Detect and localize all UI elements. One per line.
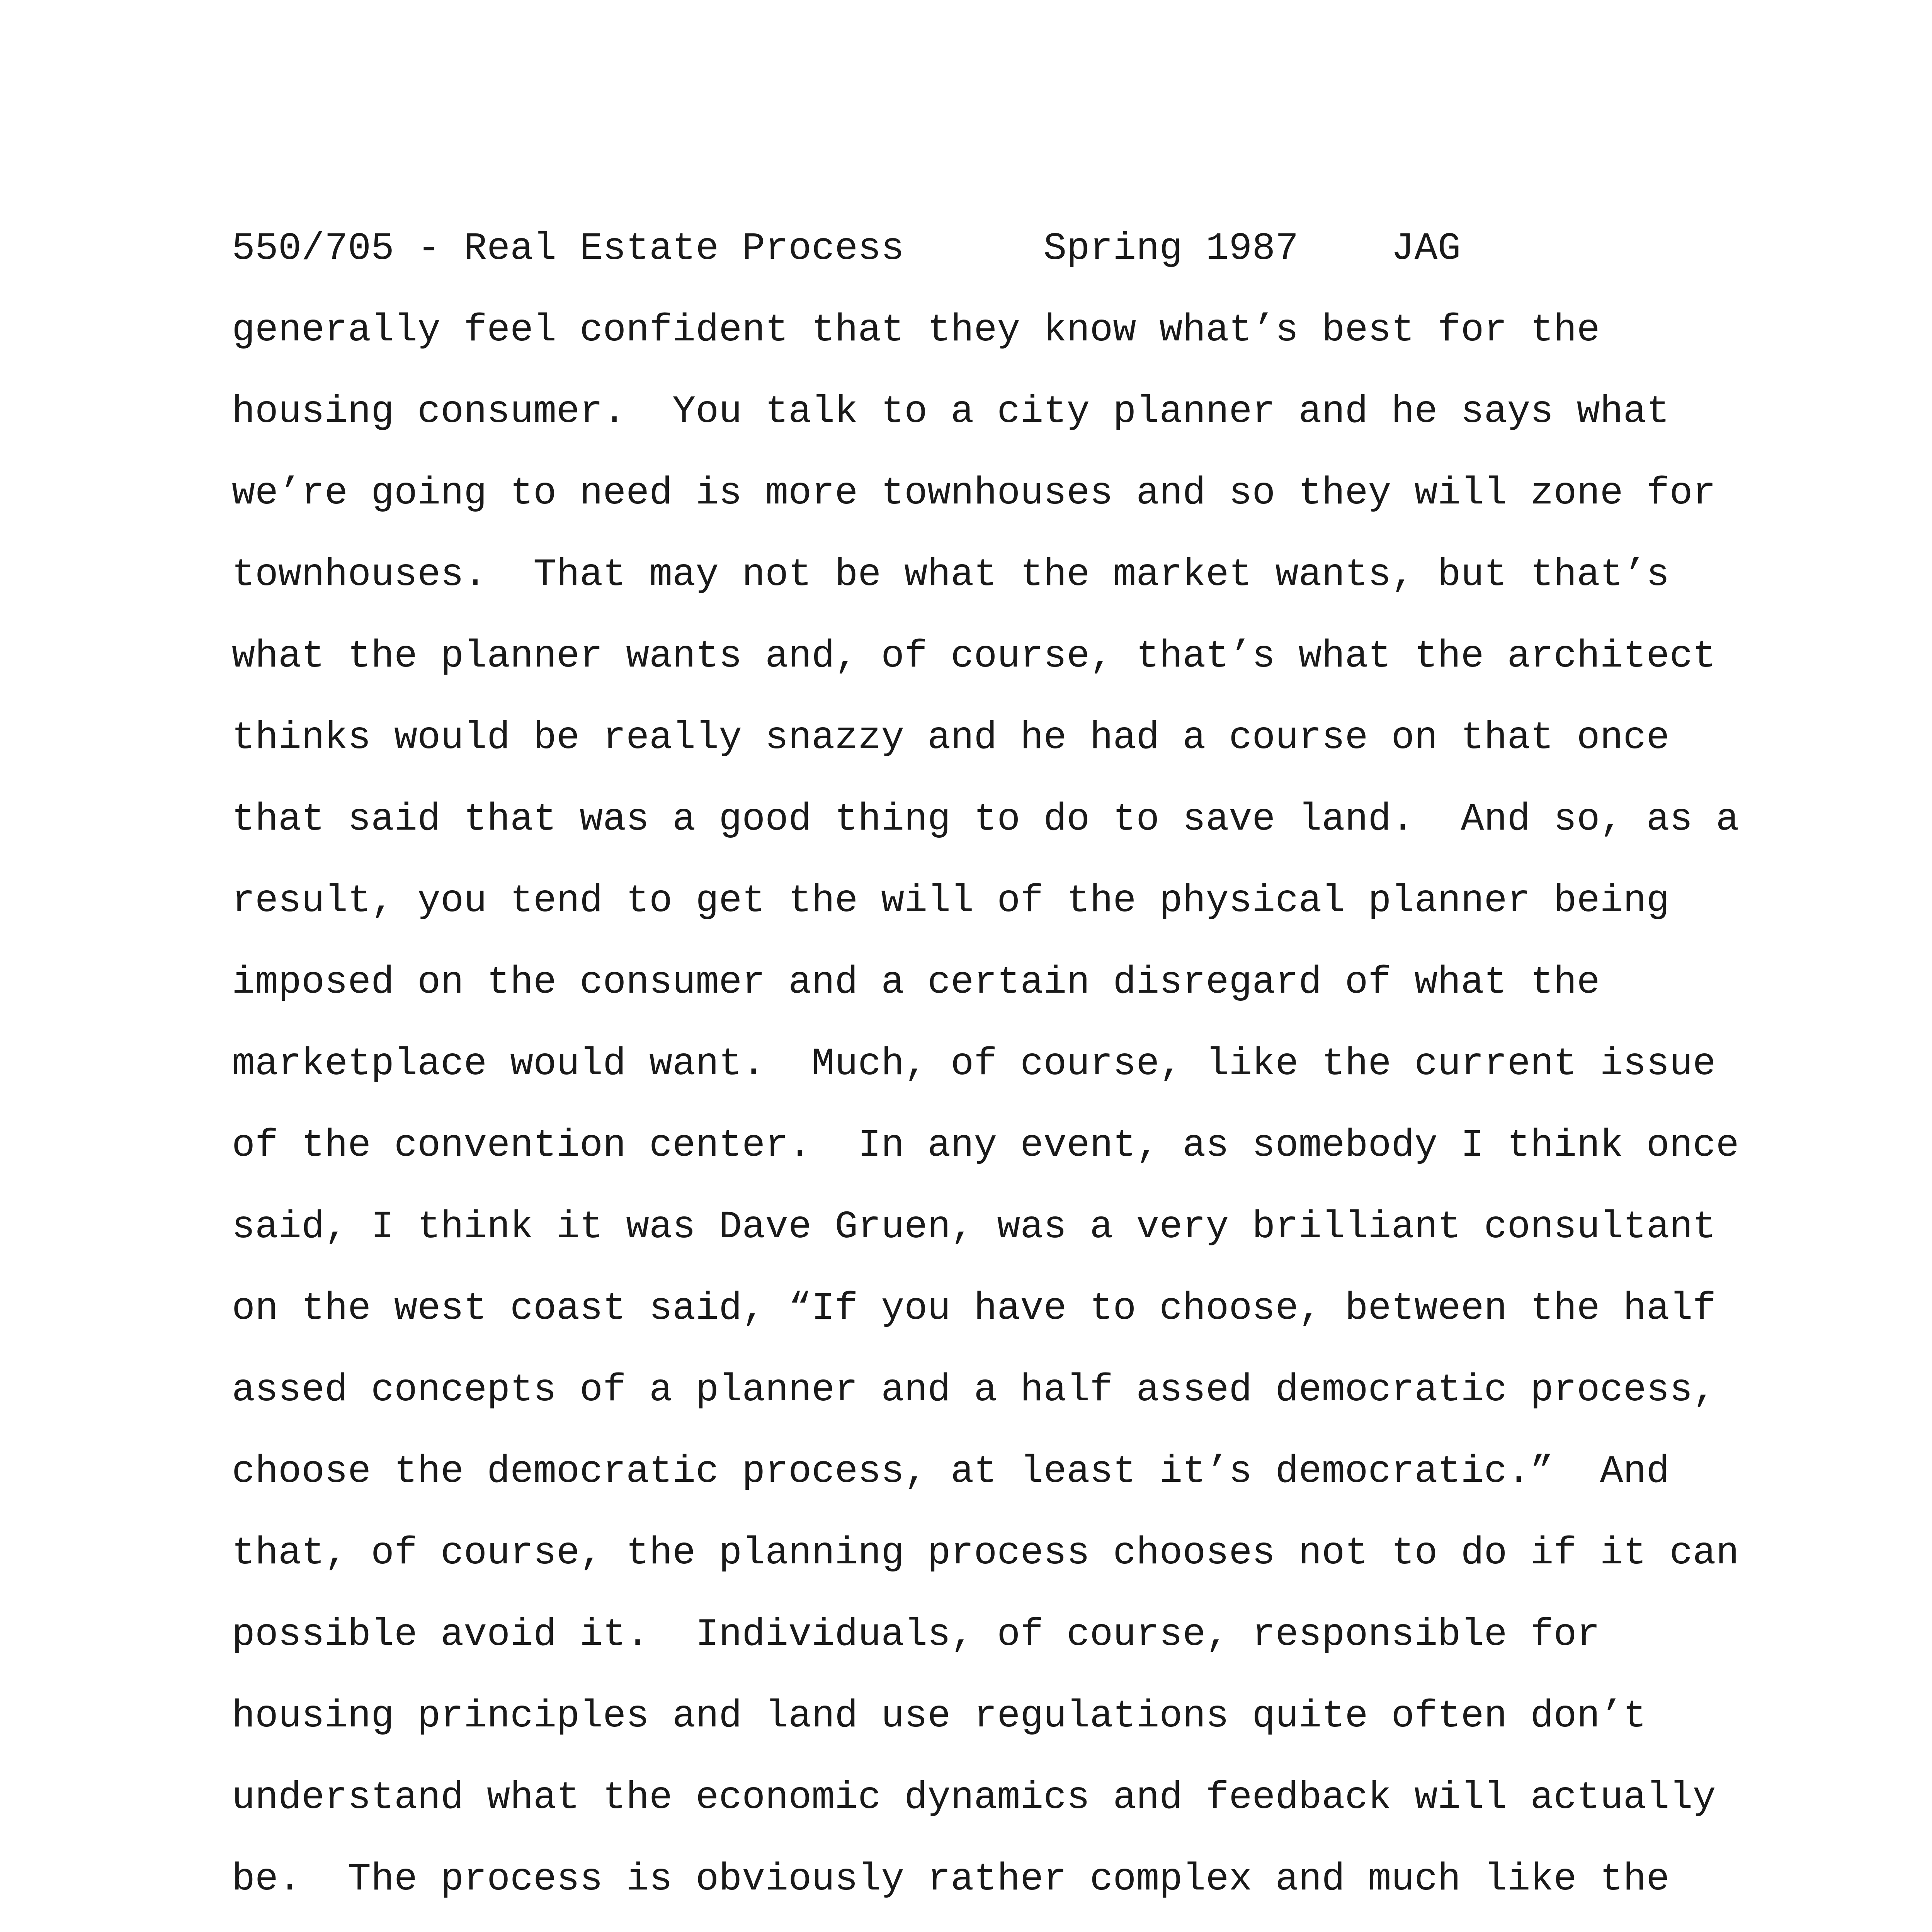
text-line: we’re going to need is more townhouses and so they will zone for: [232, 472, 1716, 515]
text-line: understand what the economic dynamics and feedback will actually: [232, 1776, 1716, 1820]
text-line: that said that was a good thing to do to save land. And so, as a: [232, 798, 1739, 842]
text-line: that, of course, the planning process chooses not to do if it can: [232, 1532, 1739, 1575]
text-line: of the convention center. In any event, as somebody I think once: [232, 1124, 1739, 1168]
text-line: result, you tend to get the will of the physical planner being: [232, 879, 1670, 923]
text-line: thinks would be really snazzy and he had a course on that once: [232, 716, 1670, 760]
running-header: 550/705 - Real Estate Process Spring 1987 JAG: [232, 227, 1461, 271]
text-line: imposed on the consumer and a certain disregard of what the: [232, 961, 1600, 1005]
text-line: assed concepts of a planner and a half assed democratic process,: [232, 1369, 1716, 1412]
body-text: [232, 302, 1739, 1932]
text-line: be. The process is obviously rather complex and much like the: [232, 1858, 1670, 1901]
text-line: townhouses. That may not be what the market wants, but that’s: [232, 553, 1670, 597]
text-line: choose the democratic process, at least it’s democratic.” And: [232, 1450, 1670, 1494]
text-line: marketplace would want. Much, of course, like the current issue: [232, 1043, 1716, 1086]
text-line: housing consumer. You talk to a city planner and he says what: [232, 390, 1670, 434]
text-line: housing principles and land use regulations quite often don’t: [232, 1695, 1646, 1738]
text-line: generally feel confident that they know what’s best for the: [232, 309, 1600, 352]
text-line: possible avoid it. Individuals, of course, responsible for: [232, 1613, 1600, 1657]
text-line: what the planner wants and, of course, that’s what the architect: [232, 635, 1716, 679]
text-line: on the west coast said, “If you have to choose, between the half: [232, 1287, 1716, 1331]
text-line: said, I think it was Dave Gruen, was a very brilliant consultant: [232, 1206, 1716, 1249]
